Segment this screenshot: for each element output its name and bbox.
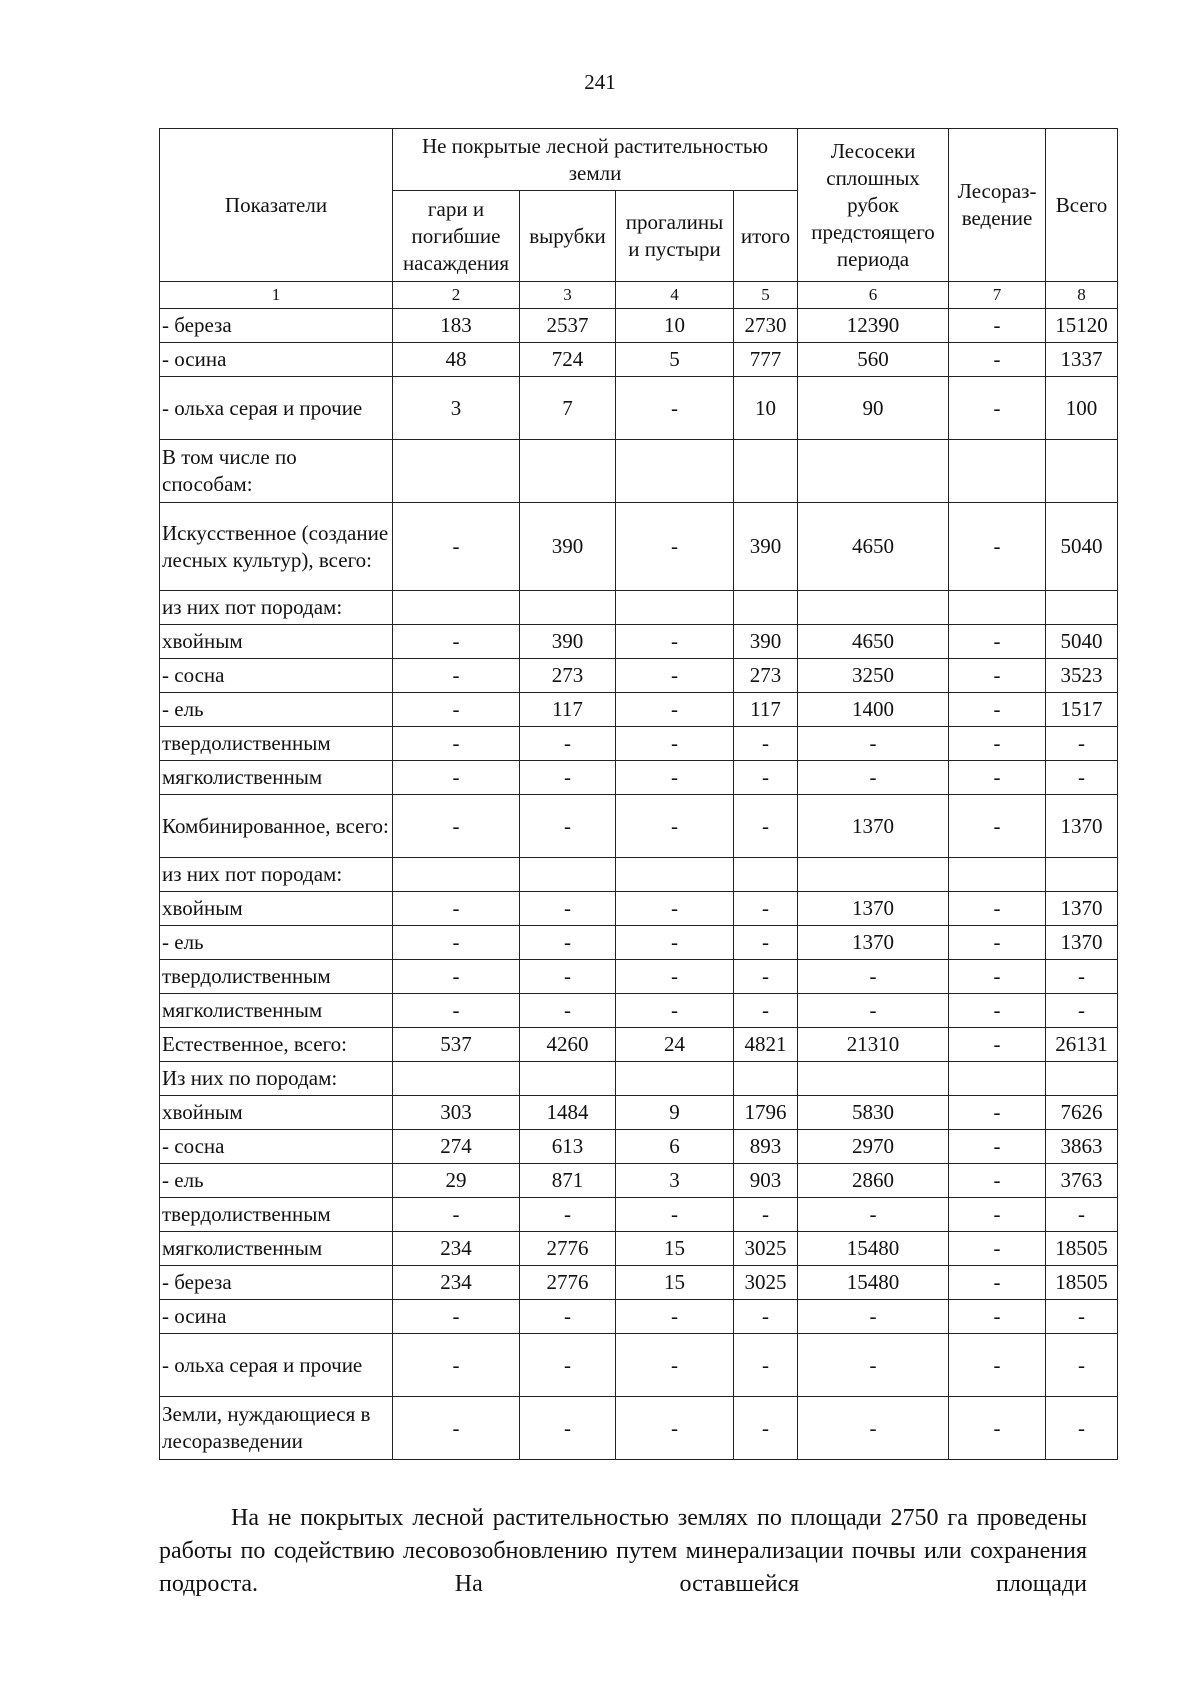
column-number: 4: [616, 282, 734, 309]
table-cell: 183: [393, 309, 520, 343]
table-cell: [734, 591, 798, 625]
row-label: Из них по породам:: [160, 1062, 393, 1096]
table-row: [160, 503, 1118, 591]
table-cell: -: [616, 727, 734, 761]
table-cell: -: [393, 693, 520, 727]
row-label: - ольха серая и прочие: [160, 377, 393, 440]
row-label: мягколиственным: [160, 761, 393, 795]
table-cell: [393, 440, 520, 503]
table-cell: -: [949, 1198, 1046, 1232]
row-label: твердолиственным: [160, 960, 393, 994]
table-cell: [1046, 1062, 1118, 1096]
table-cell: 15120: [1046, 309, 1118, 343]
table-cell: -: [798, 761, 949, 795]
table-cell: -: [949, 343, 1046, 377]
table-cell: -: [949, 1300, 1046, 1334]
table-cell: -: [949, 926, 1046, 960]
table-cell: 1484: [520, 1096, 616, 1130]
table-cell: -: [393, 727, 520, 761]
table-cell: -: [949, 625, 1046, 659]
table-cell: 29: [393, 1164, 520, 1198]
table-cell: 5830: [798, 1096, 949, 1130]
table-row: [160, 727, 1118, 761]
table-cell: -: [616, 659, 734, 693]
table-cell: [798, 858, 949, 892]
table-cell: -: [520, 994, 616, 1028]
table-cell: [393, 1062, 520, 1096]
table-cell: 26131: [1046, 1028, 1118, 1062]
table-cell: -: [734, 926, 798, 960]
table-cell: 3763: [1046, 1164, 1118, 1198]
table-cell: 3: [393, 377, 520, 440]
table-cell: [616, 440, 734, 503]
table-row: [160, 960, 1118, 994]
table-cell: -: [949, 503, 1046, 591]
table-cell: -: [1046, 727, 1118, 761]
table-cell: -: [393, 503, 520, 591]
table-cell: -: [798, 994, 949, 1028]
header-clearcut: Лесосеки сплошных рубок предстоящего периода: [798, 129, 949, 282]
table-cell: 7: [520, 377, 616, 440]
column-number: 5: [734, 282, 798, 309]
row-label: - сосна: [160, 659, 393, 693]
table-cell: -: [616, 503, 734, 591]
table-cell: -: [798, 727, 949, 761]
table-cell: -: [1046, 960, 1118, 994]
table-row: [160, 1266, 1118, 1300]
table-cell: 10: [616, 309, 734, 343]
body-paragraph-container: [159, 1502, 1087, 1601]
table-cell: 390: [520, 625, 616, 659]
table-row: [160, 1130, 1118, 1164]
table-cell: 390: [734, 625, 798, 659]
table-cell: -: [616, 1198, 734, 1232]
table-cell: 7626: [1046, 1096, 1118, 1130]
table-header: [160, 129, 1118, 309]
table-cell: 2860: [798, 1164, 949, 1198]
table-cell: [734, 440, 798, 503]
table-cell: -: [734, 1397, 798, 1460]
table-cell: -: [520, 795, 616, 858]
table-cell: 12390: [798, 309, 949, 343]
row-label: хвойным: [160, 1096, 393, 1130]
table-cell: [949, 858, 1046, 892]
table-cell: [616, 591, 734, 625]
table-cell: -: [798, 1334, 949, 1397]
table-cell: -: [393, 1300, 520, 1334]
header-total: итого: [734, 191, 798, 282]
row-label: из них пот породам:: [160, 858, 393, 892]
table-cell: 117: [520, 693, 616, 727]
table-cell: 1796: [734, 1096, 798, 1130]
header-burned: гари и погибшие насаждения: [393, 191, 520, 282]
header-indicators: Показатели: [160, 129, 393, 282]
table-row: [160, 1300, 1118, 1334]
table-cell: 5: [616, 343, 734, 377]
table-cell: 10: [734, 377, 798, 440]
table-cell: [798, 440, 949, 503]
table-cell: -: [616, 795, 734, 858]
table-row: [160, 591, 1118, 625]
table-cell: 560: [798, 343, 949, 377]
table-row: [160, 892, 1118, 926]
table-cell: -: [520, 1198, 616, 1232]
table-row: [160, 1062, 1118, 1096]
forest-regeneration-table: [159, 128, 1118, 1460]
row-label: твердолиственным: [160, 1198, 393, 1232]
table-cell: 724: [520, 343, 616, 377]
row-label: из них пот породам:: [160, 591, 393, 625]
table-cell: 2776: [520, 1266, 616, 1300]
table-cell: -: [734, 1300, 798, 1334]
table-cell: 893: [734, 1130, 798, 1164]
table-cell: -: [734, 892, 798, 926]
table-cell: [1046, 440, 1118, 503]
table-cell: -: [798, 960, 949, 994]
table-cell: 21310: [798, 1028, 949, 1062]
table-cell: -: [520, 1334, 616, 1397]
table-cell: 2537: [520, 309, 616, 343]
table-cell: 4260: [520, 1028, 616, 1062]
header-all: Всего: [1046, 129, 1118, 282]
table-cell: [520, 591, 616, 625]
table-cell: -: [520, 892, 616, 926]
table-row: [160, 858, 1118, 892]
column-number: 1: [160, 282, 393, 309]
table-cell: -: [393, 795, 520, 858]
table-row: [160, 1232, 1118, 1266]
table-cell: [798, 1062, 949, 1096]
table-cell: 1370: [798, 795, 949, 858]
table-cell: -: [393, 1397, 520, 1460]
row-label: В том числе по способам:: [160, 440, 393, 503]
table-cell: 1370: [1046, 892, 1118, 926]
table-row: [160, 926, 1118, 960]
table-row: [160, 994, 1118, 1028]
table-cell: 117: [734, 693, 798, 727]
table-row: [160, 625, 1118, 659]
table-cell: -: [734, 1198, 798, 1232]
table-cell: -: [616, 693, 734, 727]
table-cell: 3250: [798, 659, 949, 693]
table-cell: 274: [393, 1130, 520, 1164]
table-cell: 3025: [734, 1266, 798, 1300]
table-cell: -: [393, 761, 520, 795]
table-cell: -: [949, 659, 1046, 693]
table-row: [160, 761, 1118, 795]
table-cell: -: [949, 761, 1046, 795]
table-cell: -: [949, 309, 1046, 343]
table-cell: [393, 591, 520, 625]
row-label: Комбинированное, всего:: [160, 795, 393, 858]
table-cell: -: [949, 1266, 1046, 1300]
table-cell: 234: [393, 1232, 520, 1266]
table-row: [160, 343, 1118, 377]
table-cell: 2730: [734, 309, 798, 343]
table-cell: 3523: [1046, 659, 1118, 693]
table-cell: -: [616, 960, 734, 994]
row-label: - ель: [160, 1164, 393, 1198]
table-cell: -: [616, 1300, 734, 1334]
table-cell: -: [1046, 1334, 1118, 1397]
table-cell: [520, 858, 616, 892]
table-row: [160, 1164, 1118, 1198]
header-glades: прогалины и пустыри: [616, 191, 734, 282]
row-label: Земли, нуждающиеся в лесоразведении: [160, 1397, 393, 1460]
table-cell: -: [949, 1164, 1046, 1198]
table-cell: [616, 858, 734, 892]
row-label: мягколиственным: [160, 994, 393, 1028]
table-cell: -: [949, 1096, 1046, 1130]
table-cell: -: [393, 1198, 520, 1232]
table-cell: 537: [393, 1028, 520, 1062]
table-cell: -: [616, 1334, 734, 1397]
table-cell: -: [520, 1397, 616, 1460]
table-cell: 48: [393, 343, 520, 377]
table-cell: -: [734, 727, 798, 761]
table-cell: -: [949, 377, 1046, 440]
column-number: 6: [798, 282, 949, 309]
table-cell: -: [949, 1397, 1046, 1460]
table-cell: [1046, 591, 1118, 625]
table-cell: 273: [734, 659, 798, 693]
table-cell: 1337: [1046, 343, 1118, 377]
table-cell: 24: [616, 1028, 734, 1062]
table-cell: -: [520, 960, 616, 994]
table-cell: 4650: [798, 625, 949, 659]
table-cell: [616, 1062, 734, 1096]
table-cell: 1370: [1046, 926, 1118, 960]
row-label: - береза: [160, 1266, 393, 1300]
table-cell: 3863: [1046, 1130, 1118, 1164]
body-paragraph: На не покрытых лесной растительностью землях по площади 2750 га проведены работы по содействию лесовозобновлению путем минерализации почвы или сохранения подроста. На оставшейся площади: [159, 1505, 1087, 1597]
table-cell: -: [1046, 761, 1118, 795]
table-cell: -: [393, 960, 520, 994]
table-cell: -: [949, 1028, 1046, 1062]
column-number: 7: [949, 282, 1046, 309]
table-cell: 2776: [520, 1232, 616, 1266]
row-label: - осина: [160, 343, 393, 377]
table-cell: -: [734, 1334, 798, 1397]
row-label: - ольха серая и прочие: [160, 1334, 393, 1397]
table-cell: [949, 591, 1046, 625]
table-cell: 15480: [798, 1232, 949, 1266]
table-cell: [734, 858, 798, 892]
table-cell: [949, 1062, 1046, 1096]
table-cell: -: [393, 994, 520, 1028]
table-cell: 5040: [1046, 625, 1118, 659]
table-cell: -: [798, 1300, 949, 1334]
table-cell: -: [1046, 1300, 1118, 1334]
row-label: твердолиственным: [160, 727, 393, 761]
table-row: [160, 377, 1118, 440]
table-cell: 15: [616, 1232, 734, 1266]
header-group-title: Не покрытые лесной растительностью земли: [393, 129, 798, 191]
table-row: [160, 440, 1118, 503]
table-cell: 3: [616, 1164, 734, 1198]
table-cell: -: [393, 1334, 520, 1397]
table-cell: [393, 858, 520, 892]
table-cell: 2970: [798, 1130, 949, 1164]
table-cell: -: [798, 1397, 949, 1460]
row-label: - сосна: [160, 1130, 393, 1164]
table-cell: 15: [616, 1266, 734, 1300]
table-cell: 273: [520, 659, 616, 693]
table-cell: [798, 591, 949, 625]
row-label: мягколиственным: [160, 1232, 393, 1266]
table-cell: -: [949, 693, 1046, 727]
table-row: [160, 795, 1118, 858]
table-row: [160, 1334, 1118, 1397]
row-label: - ель: [160, 693, 393, 727]
table-cell: 9: [616, 1096, 734, 1130]
table-cell: -: [1046, 1198, 1118, 1232]
table-cell: -: [734, 761, 798, 795]
table-cell: -: [616, 377, 734, 440]
table-cell: 6: [616, 1130, 734, 1164]
table-cell: -: [616, 994, 734, 1028]
table-cell: 303: [393, 1096, 520, 1130]
table-cell: -: [949, 892, 1046, 926]
table-row: [160, 1198, 1118, 1232]
table-cell: -: [616, 1397, 734, 1460]
table-cell: 1370: [1046, 795, 1118, 858]
table-cell: -: [798, 1198, 949, 1232]
table-cell: -: [949, 1130, 1046, 1164]
row-label: хвойным: [160, 892, 393, 926]
row-label: хвойным: [160, 625, 393, 659]
table-cell: -: [520, 926, 616, 960]
table-cell: 18505: [1046, 1266, 1118, 1300]
table-cell: -: [520, 1300, 616, 1334]
table-cell: 390: [520, 503, 616, 591]
table-cell: -: [393, 926, 520, 960]
data-table-container: [159, 128, 1117, 1460]
header-afforestation: Лесораз-ведение: [949, 129, 1046, 282]
row-label: - осина: [160, 1300, 393, 1334]
table-cell: 18505: [1046, 1232, 1118, 1266]
table-cell: 903: [734, 1164, 798, 1198]
table-cell: -: [949, 994, 1046, 1028]
table-row: [160, 1397, 1118, 1460]
table-cell: -: [949, 1232, 1046, 1266]
table-cell: -: [393, 892, 520, 926]
column-number: 3: [520, 282, 616, 309]
table-row: [160, 659, 1118, 693]
table-cell: 90: [798, 377, 949, 440]
table-cell: 613: [520, 1130, 616, 1164]
table-cell: [734, 1062, 798, 1096]
table-body: [160, 309, 1118, 1460]
table-cell: 5040: [1046, 503, 1118, 591]
table-cell: -: [734, 994, 798, 1028]
table-cell: -: [949, 727, 1046, 761]
table-cell: -: [616, 892, 734, 926]
table-cell: 4821: [734, 1028, 798, 1062]
table-cell: -: [393, 625, 520, 659]
table-cell: 100: [1046, 377, 1118, 440]
table-cell: 1517: [1046, 693, 1118, 727]
table-cell: 1400: [798, 693, 949, 727]
table-cell: 390: [734, 503, 798, 591]
table-cell: -: [616, 625, 734, 659]
table-row: [160, 1096, 1118, 1130]
table-cell: 4650: [798, 503, 949, 591]
table-cell: 15480: [798, 1266, 949, 1300]
table-cell: 871: [520, 1164, 616, 1198]
table-cell: [1046, 858, 1118, 892]
table-cell: [520, 1062, 616, 1096]
table-cell: -: [734, 795, 798, 858]
table-cell: -: [949, 795, 1046, 858]
page-number: 241: [584, 70, 616, 94]
column-number: 8: [1046, 282, 1118, 309]
table-cell: -: [734, 960, 798, 994]
table-cell: -: [616, 761, 734, 795]
table-cell: -: [1046, 1397, 1118, 1460]
table-cell: -: [949, 1334, 1046, 1397]
column-number: 2: [393, 282, 520, 309]
table-cell: -: [520, 761, 616, 795]
row-label: - береза: [160, 309, 393, 343]
row-label: - ель: [160, 926, 393, 960]
table-row: [160, 1028, 1118, 1062]
table-row: [160, 309, 1118, 343]
table-cell: 1370: [798, 926, 949, 960]
table-row: [160, 693, 1118, 727]
row-label: Естественное, всего:: [160, 1028, 393, 1062]
header-cuttings: вырубки: [520, 191, 616, 282]
table-cell: -: [520, 727, 616, 761]
table-cell: -: [393, 659, 520, 693]
row-label: Искусственное (создание лесных культур), всего:: [160, 503, 393, 591]
table-cell: [520, 440, 616, 503]
table-cell: -: [1046, 994, 1118, 1028]
table-cell: 234: [393, 1266, 520, 1300]
table-cell: 3025: [734, 1232, 798, 1266]
table-cell: -: [616, 926, 734, 960]
table-cell: -: [949, 960, 1046, 994]
table-cell: 1370: [798, 892, 949, 926]
column-number-row: [160, 282, 1118, 309]
table-cell: [949, 440, 1046, 503]
table-cell: 777: [734, 343, 798, 377]
